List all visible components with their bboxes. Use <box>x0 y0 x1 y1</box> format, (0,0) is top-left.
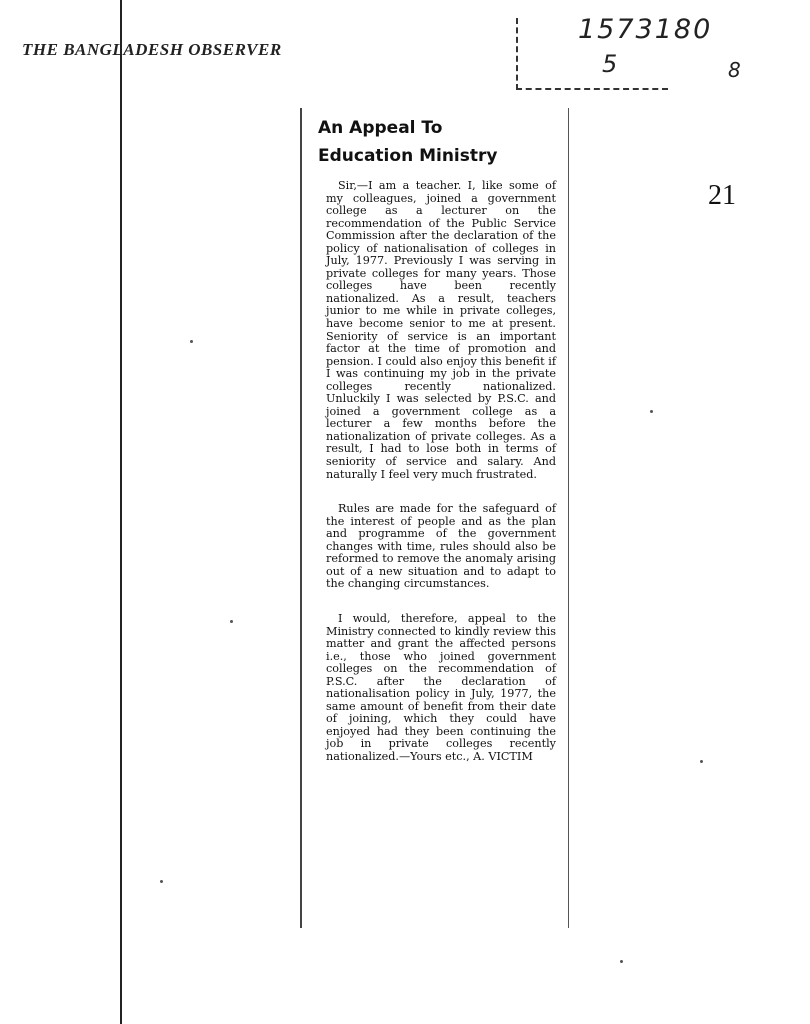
article-paragraph: I would, therefore, appeal to the Ministry connected to kindly review this matter and grant the affected persons i.e., those who joined government colleges on the recommendation of P.S.C. after the declaration of nationalisation policy in July, 1977, the same amount of benefit from their date of joining, which they could have enjoyed had they been continuing the job in private colleges recently nationalized.—Yours etc., A. VICTIM <box>326 611 556 763</box>
scan-speck <box>190 340 193 343</box>
page-number: 21 <box>708 180 736 211</box>
headline-line-2: Education Ministry <box>318 146 498 166</box>
article-paragraph: Sir,—I am a teacher. I, like some of my colleagues, joined a government college as a lecturer on the recommendation of the Public Service Commission after the declaration of the policy of nationalisation of colleges in July, 1977. Previously I was serving in private colleges for many years. Those colleges have been recently nationalized. As a result, teachers junior to me while in private colleges, have become senior to me at present. Seniority of service is an important factor at the time of promotion and pension. I could also enjoy this benefit if I was continuing my job in the private colleges recently nationalized. Unluckily I was selected by P.S.C. and joined a government college as a lecturer a few months before the nationalization of private colleges. As a result, I had to lose both in terms of seniority of service and salary. And naturally I feel very much frustrated. <box>326 179 556 481</box>
scan-speck <box>160 880 163 883</box>
handwritten-archive-number: 1573180 <box>578 14 713 45</box>
scan-speck <box>230 620 233 623</box>
scan-speck <box>700 760 703 763</box>
newspaper-masthead: THE BANGLADESH OBSERVER <box>22 40 282 59</box>
margin-rule <box>120 0 122 1024</box>
article-body <box>326 180 556 786</box>
article-paragraph: Rules are made for the safeguard of the interest of people and as the plan and programme of the government changes with time, rules should also be reformed to remove the anomaly arising out of a new situation and to adapt to the changing circumstances. <box>326 502 556 591</box>
article-headline <box>318 114 497 170</box>
handwritten-page-number: 8 <box>728 58 741 82</box>
scan-speck <box>620 960 623 963</box>
headline-line-1: An Appeal To <box>318 118 443 138</box>
handwritten-sub-number: 5 <box>602 50 618 78</box>
scan-speck <box>650 410 653 413</box>
